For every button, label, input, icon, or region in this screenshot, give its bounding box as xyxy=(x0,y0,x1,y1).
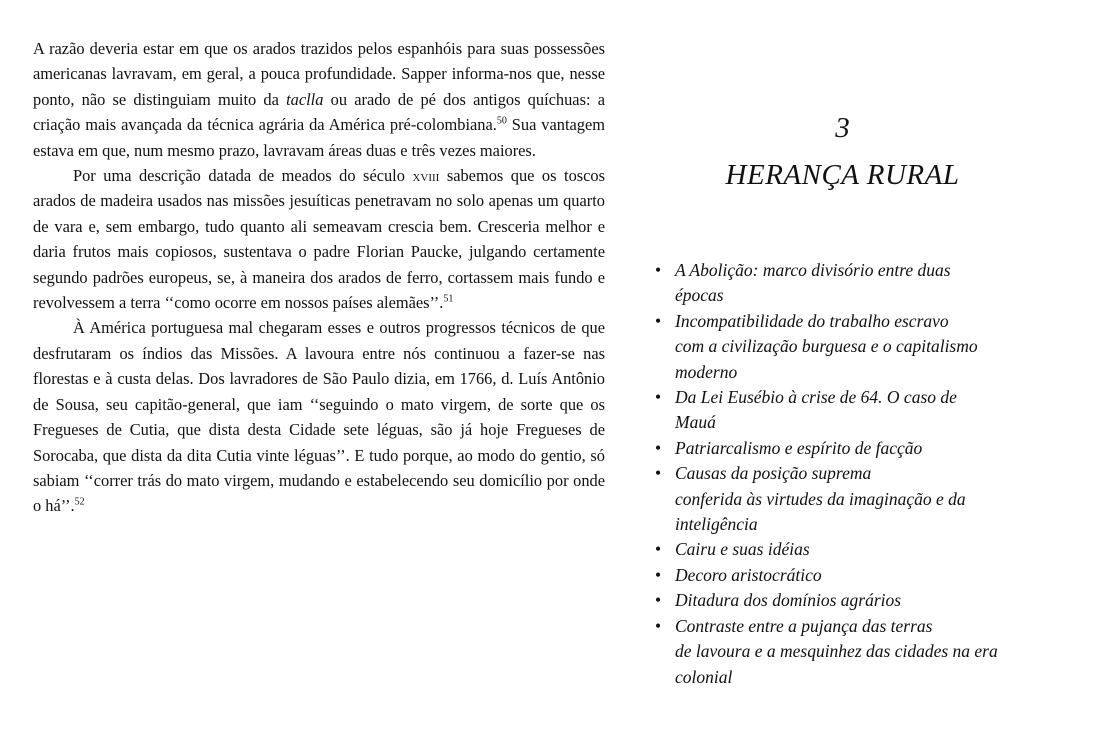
paragraph-text: sabemos que os toscos arados de madeira usados nas missões jesuíticas penetravam no solo apenas um quarto de vara e, sem embargo, tudo quanto ali semeavam crescia bem. Cresceria melhor e daria frutos mais copiosos, sustentava o padre Florian Paucke, julgando certamente segundo padrões europeus, se, à maneira dos arados de ferro, cortassem mais fundo e revolvessem a terra ‘‘como ocorre em nossos países alemães’’. xyxy=(33,166,605,313)
bullet-icon: • xyxy=(655,260,662,280)
bullet-icon: • xyxy=(655,387,662,408)
topic-line: com a civilização burguesa e o capitalismo xyxy=(675,336,978,357)
chapter-topic-item xyxy=(655,563,1095,588)
bullet-icon: • xyxy=(655,539,662,560)
topic-line: inteligência xyxy=(675,514,758,535)
topic-line: de lavoura e a mesquinhez das cidades na era xyxy=(675,641,998,662)
paragraph-text: Por uma descrição datada de meados do século xyxy=(73,166,413,186)
paragraph-text: Sua vantagem estava em que, num mesmo prazo, lavravam áreas duas e três vezes maiores. xyxy=(33,115,605,160)
topic-line: Decoro aristocrático xyxy=(675,564,822,585)
topic-line: Incompatibilidade do trabalho escravo xyxy=(675,310,949,331)
topic-line: moderno xyxy=(675,361,738,382)
bullet-icon: • xyxy=(655,615,662,636)
bullet-icon: • xyxy=(655,564,662,585)
paragraph-2 xyxy=(33,163,605,315)
chapter-topic-item xyxy=(655,537,1095,562)
footnote-ref-51[interactable]: 51 xyxy=(443,293,454,305)
paragraph-text: À América portuguesa mal chegaram esses e outros progressos técnicos de que desfrutaram os índios das Missões. A lavoura entre nós continuou a fazer-se nas florestas e à custa delas. Dos lavradores de São Paulo dizia, em 1766, d. Luís Antônio de Sousa, seu capitão-general, que iam ‘‘seguindo o mato virgem, de sorte que os Fregueses de Cutia, que dista desta Cidade sete léguas, são já hoje Fregueses de Sorocaba, que dista da dita Cutia vinte léguas’’. E tudo porque, ao modo do gentio, só sabiam ‘‘correr trás do mato virgem, mudando e estabelecendo seu domicílio por onde o há’’. xyxy=(33,318,605,516)
chapter-topics-list xyxy=(655,258,1095,690)
bullet-icon: • xyxy=(655,310,662,331)
chapter-topic-item xyxy=(655,258,1095,309)
bullet-icon: • xyxy=(655,437,662,458)
paragraph-text: ou arado de pé dos antigos quíchuas: a criação mais avançada da técnica agrária da América pré-colombiana. xyxy=(33,89,605,135)
topic-line: Da Lei Eusébio à crise de 64. O caso de xyxy=(675,387,957,408)
footnote-ref-52[interactable]: 52 xyxy=(74,496,85,508)
chapter-number: 3 xyxy=(835,112,850,144)
topic-line: Mauá xyxy=(675,412,716,433)
chapter-topic-item xyxy=(655,309,1095,385)
chapter-topic-item xyxy=(655,436,1095,461)
paragraph-1 xyxy=(33,36,605,163)
topic-line: épocas xyxy=(675,285,724,306)
topic-line: Cairu e suas idéias xyxy=(675,539,810,560)
emphasis-term-taclla: taclla xyxy=(286,89,324,109)
topic-line: Causas da posição suprema xyxy=(675,463,872,484)
chapter-topic-item xyxy=(655,461,1095,537)
chapter-topic-item xyxy=(655,614,1095,690)
left-page-body xyxy=(33,36,605,519)
topic-line: conferida às virtudes da imaginação e da xyxy=(675,488,966,509)
roman-numeral-century: xviii xyxy=(412,166,440,186)
topic-line: Patriarcalismo e espírito de facção xyxy=(675,437,923,458)
bullet-icon: • xyxy=(655,590,662,611)
topic-line: Contraste entre a pujança das terras xyxy=(675,615,933,636)
paragraph-3 xyxy=(33,315,605,518)
topic-line: A Abolição: marco divisório entre duas xyxy=(675,260,951,280)
topic-line: Ditadura dos domínios agrários xyxy=(675,590,902,611)
topic-line: colonial xyxy=(675,666,733,687)
paragraph-text: A razão deveria estar em que os arados trazidos pelos espanhóis para suas possessões americanas lavravam, em geral, a pouca profundidade. Sapper informa-nos que, nesse ponto, não se distinguiam muito da xyxy=(33,39,605,109)
footnote-ref-50[interactable]: 50 xyxy=(496,115,507,127)
chapter-topic-item xyxy=(655,385,1095,436)
chapter-title: HERANÇA RURAL xyxy=(725,159,960,191)
bullet-icon: • xyxy=(655,463,662,484)
chapter-topic-item xyxy=(655,588,1095,613)
